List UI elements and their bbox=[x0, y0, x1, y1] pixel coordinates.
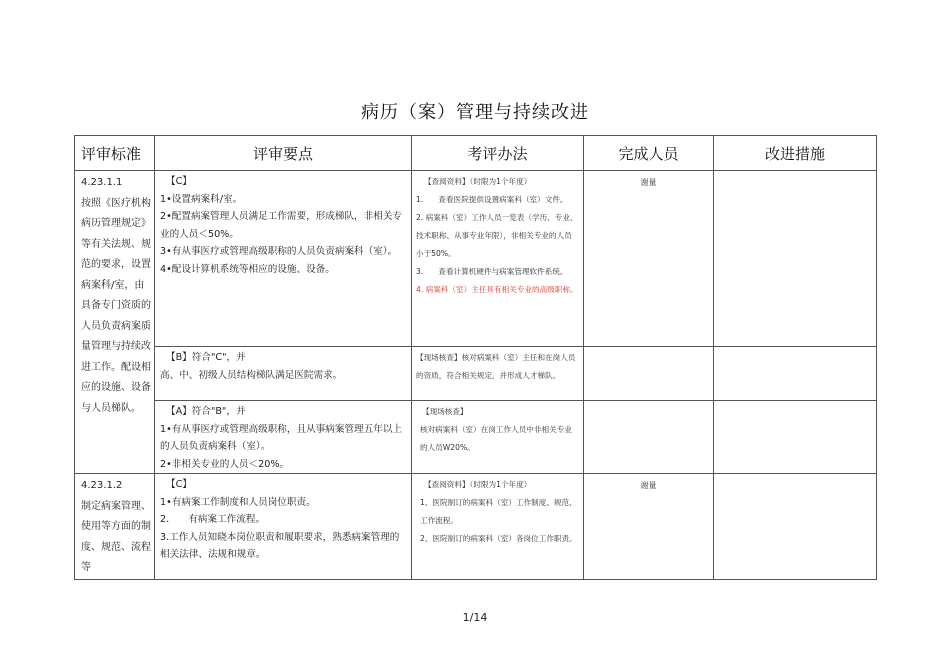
standard-cell bbox=[75, 474, 155, 580]
grade-c-label: 【C】 bbox=[166, 176, 192, 187]
point-item: 1•有病案工作制度和人员岗位职责。 bbox=[160, 496, 316, 508]
table-header-row bbox=[75, 136, 877, 171]
point-item: 高、中、初级人员结构梯队满足医院需求。 bbox=[160, 369, 343, 381]
grade-b-label: 【B】符合"C"，并 bbox=[166, 352, 246, 363]
method-head: 【查阅资料】（时限为1个年度） bbox=[424, 177, 532, 186]
method-item: 2. 病案科（室）工作人员一览表（学历、专业、技术职称、从事专业年限），非相关专业的人员小于50%。 bbox=[416, 213, 578, 258]
table-row bbox=[75, 401, 877, 474]
standard-code: 4.23.1.2 bbox=[81, 480, 123, 491]
improvement-cell bbox=[714, 474, 877, 580]
completed-by-cell: 谢量 bbox=[584, 171, 714, 347]
header-methods: 考评办法 bbox=[412, 136, 584, 171]
method-head: 【现场核查】 bbox=[416, 353, 462, 362]
header-improvement: 改进措施 bbox=[714, 136, 877, 171]
method-head: 【现场核查】 bbox=[422, 407, 468, 416]
c-points-cell bbox=[155, 171, 412, 347]
review-table bbox=[74, 135, 877, 580]
point-item: 2•非相关专业的人员＜20%。 bbox=[160, 458, 290, 470]
improvement-cell bbox=[714, 171, 877, 347]
method-item: 1. 查看医院提供设置病案科（室）文件。 bbox=[416, 195, 568, 204]
c-points-cell bbox=[155, 474, 412, 580]
completed-by-cell bbox=[584, 401, 714, 474]
b-methods-cell bbox=[412, 347, 584, 401]
table-row bbox=[75, 171, 877, 347]
grade-c-label: 【C】 bbox=[166, 479, 192, 490]
completed-by-cell bbox=[584, 347, 714, 401]
completed-by-cell: 谢量 bbox=[584, 474, 714, 580]
page-number: 1/14 bbox=[462, 611, 488, 624]
header-key-points: 评审要点 bbox=[155, 136, 412, 171]
improvement-cell bbox=[714, 401, 877, 474]
point-item: 1•设置病案科/室。 bbox=[160, 193, 243, 205]
header-completed-by: 完成人员 bbox=[584, 136, 714, 171]
c-methods-cell bbox=[412, 171, 584, 347]
point-item: 3.工作人员知晓本岗位职责和履职要求，熟悉病案管理的相关法律、法规和规章。 bbox=[160, 531, 400, 560]
method-item: 核对病案科（室）在岗工作人员中非相关专业的人员W20%。 bbox=[420, 425, 572, 452]
method-head: 【查阅资料】（时限为1个年度） bbox=[424, 480, 532, 489]
standard-cell bbox=[75, 171, 155, 474]
method-item: 核对病案科（室）主任和在岗人员的资质，符合相关规定，并形成人才梯队。 bbox=[416, 353, 576, 380]
page-title: 病历（案）管理与持续改进 bbox=[361, 102, 589, 123]
b-points-cell bbox=[155, 347, 412, 401]
point-item: 1•有从事医疗或管理高级职称，且从事病案管理五年以上的人员负责病案科（室）。 bbox=[160, 423, 403, 452]
standard-text: 按照《医疗机构病历管理规定》等有关法规、规范的要求，设置病案科/室，由具备专门资质的人员负责病案质量管理与持续改进工作。配设相应的设施、设备与人员梯队。 bbox=[81, 197, 151, 414]
a-points-cell bbox=[155, 401, 412, 474]
method-item-highlighted: 4. 病案科（室）主任具有相关专业的高级职称。 bbox=[416, 285, 578, 294]
method-item: 2、医院制订的病案科（室）各岗位工作职责。 bbox=[420, 534, 577, 543]
point-item: 4•配设计算机系统等相应的设施、设备。 bbox=[160, 263, 335, 275]
method-item: 1、医院制订的病案科（室）工作制度、规范、工作流程。 bbox=[420, 498, 577, 525]
improvement-cell bbox=[714, 347, 877, 401]
a-methods-cell bbox=[412, 401, 584, 474]
header-standard: 评审标准 bbox=[75, 136, 155, 171]
standard-text: 制定病案管理、使用等方面的制度、规范、流程等 bbox=[81, 500, 151, 573]
table-row bbox=[75, 474, 877, 580]
point-item: 2. 有病案工作流程。 bbox=[160, 514, 266, 525]
table-row bbox=[75, 347, 877, 401]
method-item: 3. 查看计算机硬件与病案管理软件系统。 bbox=[416, 267, 568, 276]
grade-a-label: 【A】符合"B"，并 bbox=[166, 406, 246, 417]
point-item: 3•有从事医疗或管理高级职称的人员负责病案科（室）。 bbox=[160, 246, 398, 257]
c-methods-cell bbox=[412, 474, 584, 580]
standard-code: 4.23.1.1 bbox=[81, 177, 123, 188]
point-item: 2•配置病案管理人员满足工作需要，形成梯队，非相关专业的人员＜50%。 bbox=[160, 211, 403, 240]
